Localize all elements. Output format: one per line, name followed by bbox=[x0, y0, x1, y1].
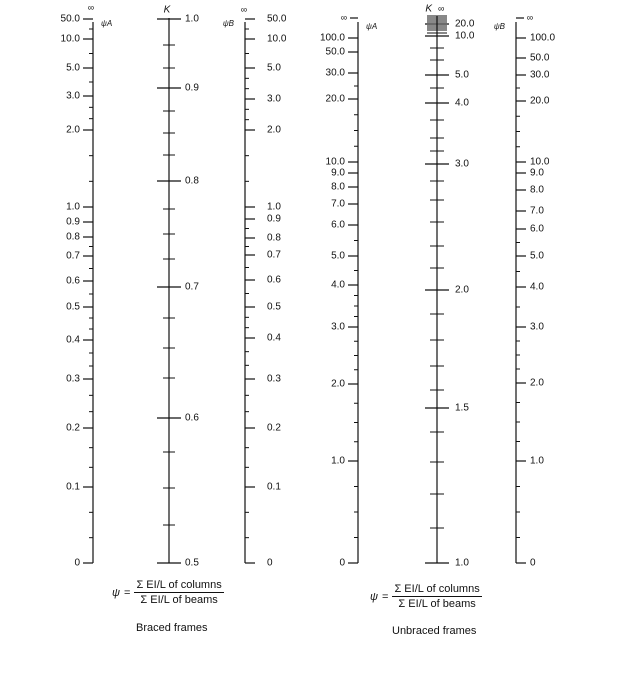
unbraced-psi-b-tick-label: 4.0 bbox=[530, 281, 544, 293]
braced-k-tick-label: 0.6 bbox=[185, 412, 199, 424]
braced-psi-a-tick-label: 2.0 bbox=[66, 124, 80, 136]
unbraced-k-tick-label: 2.0 bbox=[455, 284, 469, 296]
unbraced-psi-b-infinity: ∞ bbox=[526, 12, 534, 23]
braced-psi-b-tick-label: 50.0 bbox=[267, 13, 287, 25]
braced-psi-b-tick-label: 0 bbox=[267, 557, 273, 569]
braced-k-tick-label: 1.0 bbox=[185, 13, 199, 25]
unbraced-psi-formula bbox=[370, 583, 482, 610]
braced-formula-fraction bbox=[134, 579, 223, 606]
unbraced-frames-caption: Unbraced frames bbox=[392, 625, 477, 637]
braced-psi-a-tick-label: 10.0 bbox=[60, 33, 80, 45]
unbraced-formula-numerator: Σ EI/L of columns bbox=[394, 583, 480, 595]
unbraced-k-tick-label: 3.0 bbox=[455, 158, 469, 170]
braced-psi-b-tick-label: 3.0 bbox=[267, 93, 281, 105]
braced-psi-a-tick-label: 0.4 bbox=[66, 334, 80, 346]
braced-formula-denominator: Σ EI/L of beams bbox=[140, 594, 218, 606]
braced-psi-b-tick-label: 1.0 bbox=[267, 201, 281, 213]
unbraced-psi-b-tick-label: 10.0 bbox=[530, 156, 550, 168]
braced-psi-b-infinity: ∞ bbox=[240, 4, 248, 15]
braced-psi-a-tick-label: 50.0 bbox=[60, 13, 80, 25]
unbraced-psi-b-tick-label: 3.0 bbox=[530, 321, 544, 333]
braced-psi-a-tick-label: 3.0 bbox=[66, 90, 80, 102]
braced-psi-b-tick-label: 0.1 bbox=[267, 481, 281, 493]
unbraced-psi-a-tick-label: 20.0 bbox=[325, 93, 345, 105]
unbraced-k-tick-label: 1.0 bbox=[455, 557, 469, 569]
unbraced-psi-a-tick-label: 2.0 bbox=[331, 378, 345, 390]
nomogram-labels bbox=[61, 2, 556, 568]
braced-psi-a-tick-label: 0.6 bbox=[66, 275, 80, 287]
unbraced-k-tick-label: 10.0 bbox=[455, 30, 475, 42]
braced-psi-a-tick-label: 0.1 bbox=[66, 481, 80, 493]
unbraced-psi-b-tick-label: 50.0 bbox=[530, 52, 550, 64]
unbraced-psi-a-tick-label: 1.0 bbox=[331, 455, 345, 467]
unbraced-psi-b-tick-label: 20.0 bbox=[530, 95, 550, 107]
braced-psi-b-tick-label: 0.2 bbox=[267, 422, 281, 434]
unbraced-psi-a-tick-label: 3.0 bbox=[331, 321, 345, 333]
braced-psi-b-name: ψB bbox=[222, 19, 234, 29]
braced-psi-b-tick-label: 0.7 bbox=[267, 249, 281, 261]
braced-psi-b-tick-label: 5.0 bbox=[267, 62, 281, 74]
braced-formula-equals: = bbox=[124, 586, 131, 599]
braced-k-name: K bbox=[163, 4, 171, 16]
braced-psi-a-name: ψA bbox=[101, 19, 113, 29]
braced-k-tick-label: 0.9 bbox=[185, 82, 199, 94]
braced-psi-a-tick-label: 1.0 bbox=[66, 201, 80, 213]
braced-psi-a-tick-label: 0.8 bbox=[66, 231, 80, 243]
unbraced-psi-b-tick-label: 5.0 bbox=[530, 250, 544, 262]
braced-formula-numerator: Σ EI/L of columns bbox=[136, 579, 222, 591]
braced-psi-a-tick-label: 5.0 bbox=[66, 62, 80, 74]
unbraced-psi-a-infinity: ∞ bbox=[340, 12, 348, 23]
unbraced-k-name: K bbox=[425, 3, 432, 15]
unbraced-psi-a-tick-label: 4.0 bbox=[331, 279, 345, 291]
braced-psi-b-tick-label: 0.9 bbox=[267, 213, 281, 225]
braced-psi-b-tick-label: 0.5 bbox=[267, 301, 281, 313]
unbraced-psi-a-tick-label: 100.0 bbox=[319, 32, 345, 44]
unbraced-psi-b-tick-label: 9.0 bbox=[530, 167, 544, 179]
braced-psi-a-tick-label: 0.9 bbox=[66, 216, 80, 228]
braced-psi-b-tick-label: 10.0 bbox=[267, 33, 287, 45]
unbraced-k-tick-label: 1.5 bbox=[455, 402, 469, 414]
braced-k-tick-label: 0.8 bbox=[185, 175, 199, 187]
braced-psi-a-tick-label: 0.2 bbox=[66, 422, 80, 434]
unbraced-psi-a-tick-label: 50.0 bbox=[325, 46, 345, 58]
braced-k-tick-label: 0.5 bbox=[185, 557, 199, 569]
braced-psi-formula bbox=[112, 579, 224, 606]
braced-psi-a-tick-label: 0 bbox=[74, 557, 80, 569]
unbraced-formula-fraction bbox=[392, 583, 481, 610]
unbraced-psi-a-tick-label: 9.0 bbox=[331, 167, 345, 179]
unbraced-psi-b-tick-label: 7.0 bbox=[530, 205, 544, 217]
unbraced-k-tick-label: 4.0 bbox=[455, 97, 469, 109]
unbraced-psi-a-tick-label: 30.0 bbox=[325, 67, 345, 79]
unbraced-psi-b-tick-label: 1.0 bbox=[530, 455, 544, 467]
unbraced-psi-b-tick-label: 30.0 bbox=[530, 69, 550, 81]
unbraced-formula-psi: ψ bbox=[370, 590, 379, 603]
unbraced-k-tick-label: 20.0 bbox=[455, 18, 475, 30]
braced-k-tick-label: 0.7 bbox=[185, 281, 199, 293]
braced-frames-caption: Braced frames bbox=[136, 622, 208, 634]
braced-psi-b-tick-label: 0.8 bbox=[267, 232, 281, 244]
braced-psi-a-tick-label: 0.5 bbox=[66, 301, 80, 313]
braced-psi-b-tick-label: 2.0 bbox=[267, 124, 281, 136]
unbraced-psi-a-tick-label: 7.0 bbox=[331, 198, 345, 210]
unbraced-k-infinity: ∞ bbox=[438, 3, 445, 14]
unbraced-psi-b-tick-label: 6.0 bbox=[530, 223, 544, 235]
braced-psi-b-tick-label: 0.4 bbox=[267, 332, 281, 344]
braced-psi-b-tick-label: 0.6 bbox=[267, 274, 281, 286]
unbraced-psi-b-tick-label: 2.0 bbox=[530, 377, 544, 389]
unbraced-formula-equals: = bbox=[382, 590, 389, 603]
unbraced-psi-b-name: ψB bbox=[493, 22, 505, 32]
unbraced-psi-a-tick-label: 0 bbox=[339, 557, 345, 569]
braced-psi-a-tick-label: 0.3 bbox=[66, 373, 80, 385]
unbraced-k-tick-label: 5.0 bbox=[455, 69, 469, 81]
unbraced-formula-denominator: Σ EI/L of beams bbox=[398, 598, 476, 610]
unbraced-psi-b-tick-label: 8.0 bbox=[530, 184, 544, 196]
unbraced-psi-b-tick-label: 0 bbox=[530, 557, 536, 569]
unbraced-psi-a-tick-label: 10.0 bbox=[325, 156, 345, 168]
braced-formula-psi: ψ bbox=[112, 586, 121, 599]
braced-psi-b-tick-label: 0.3 bbox=[267, 373, 281, 385]
braced-psi-a-infinity: ∞ bbox=[87, 2, 95, 13]
unbraced-psi-a-tick-label: 8.0 bbox=[331, 181, 345, 193]
unbraced-psi-a-tick-label: 6.0 bbox=[331, 219, 345, 231]
unbraced-psi-b-tick-label: 100.0 bbox=[530, 32, 556, 44]
unbraced-psi-a-tick-label: 5.0 bbox=[331, 250, 345, 262]
unbraced-psi-a-name: ψA bbox=[366, 22, 378, 32]
braced-psi-a-tick-label: 0.7 bbox=[66, 250, 80, 262]
